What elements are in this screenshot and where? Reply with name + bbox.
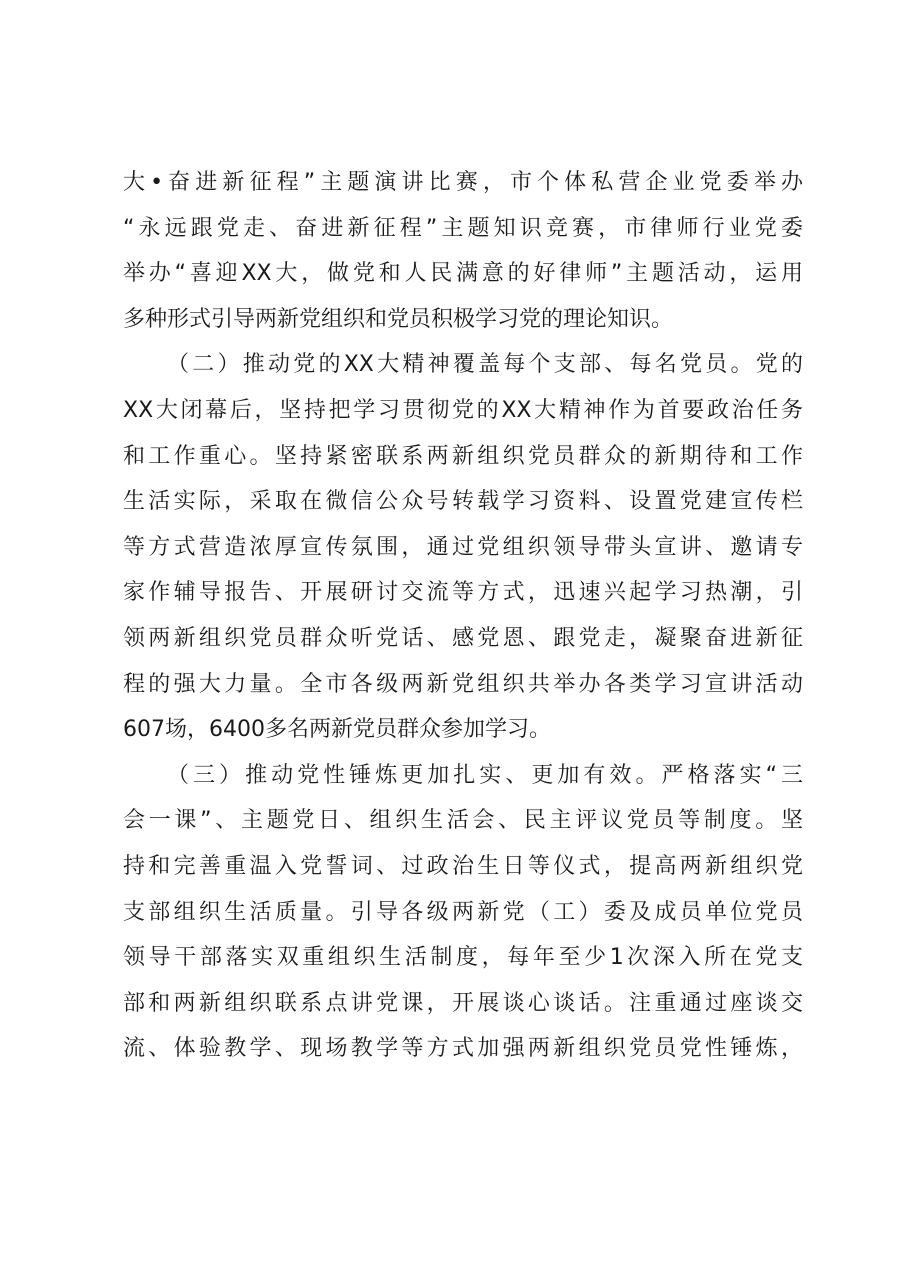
section-heading-line: （三）推动党性锤炼更加扎实、更加有效。严格落实“三 <box>167 762 803 788</box>
text-line: XX大闭幕后，坚持把学习贯彻党的XX大精神作为首要政治任务 <box>123 397 803 423</box>
text-line: 会一课”、主题党日、组织生活会、民主评议党员等制度。坚 <box>123 808 803 834</box>
text-line: 支部组织生活质量。引导各级两新党（工）委及成员单位党员 <box>123 899 803 925</box>
text-line: 607场，6400多名两新党员群众参加学习。 <box>123 717 551 743</box>
text-line: 多种形式引导两新党组织和党员积极学习党的理论知识。 <box>123 306 674 332</box>
text-line: 领两新组织党员群众听党话、感党恩、跟党走，凝聚奋进新征 <box>123 625 803 651</box>
text-line: 和工作重心。坚持紧密联系两新组织党员群众的新期待和工作 <box>123 443 803 469</box>
text-line: 流、体验教学、现场教学等方式加强两新组织党员党性锤炼， <box>123 1036 803 1062</box>
section-heading-line: （二）推动党的XX大精神覆盖每个支部、每名党员。党的 <box>167 352 803 378</box>
text-line: “永远跟党走、奋进新征程”主题知识竞赛，市律师行业党委 <box>123 215 803 241</box>
body-text <box>123 160 803 1072</box>
text-line: 家作辅导报告、开展研讨交流等方式，迅速兴起学习热潮，引 <box>123 580 803 606</box>
text-line: 持和完善重温入党誓词、过政治生日等仪式，提高两新组织党 <box>123 853 803 879</box>
text-line: 大•奋进新征程”主题演讲比赛，市个体私营企业党委举办 <box>123 170 803 195</box>
text-line: 程的强大力量。全市各级两新党组织共举办各类学习宣讲活动 <box>123 671 803 697</box>
text-line: 等方式营造浓厚宣传氛围，通过党组织领导带头宣讲、邀请专 <box>123 534 803 560</box>
text-line: 生活实际，采取在微信公众号转载学习资料、设置党建宣传栏 <box>123 489 803 515</box>
text-line: 举办“喜迎XX大，做党和人民满意的好律师”主题活动，运用 <box>123 261 803 287</box>
text-line: 部和两新组织联系点讲党课，开展谈心谈话。注重通过座谈交 <box>123 990 803 1016</box>
text-line: 领导干部落实双重组织生活制度，每年至少1次深入所在党支 <box>123 945 803 971</box>
